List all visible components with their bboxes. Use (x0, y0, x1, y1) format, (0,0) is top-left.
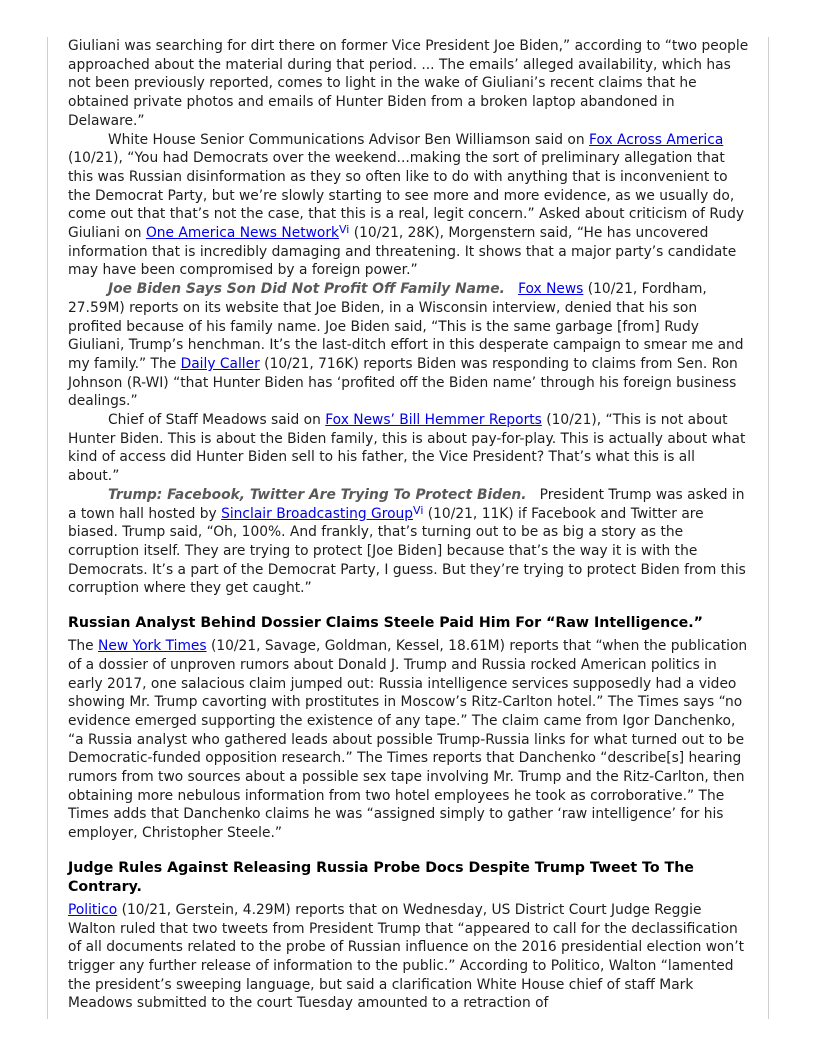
source-link-one-america-news[interactable]: One America News Network (145, 225, 339, 242)
source-link-bill-hemmer-reports[interactable]: Fox News’ Bill Hemmer Reports (325, 412, 542, 429)
subheading: Joe Biden Says Son Did Not Profit Off Family Name. (108, 281, 505, 298)
source-link-sinclair[interactable]: Sinclair Broadcasting Group (221, 505, 414, 522)
text: (10/21, 28K), Morgenstern said, “He has uncovered information that is incredibly damaging and threatening. It shows that a major party’s candidate may have been compromised by a foreign power.” (68, 225, 737, 279)
text: (10/21, Fordham, 27.59M) reports on its website that Joe Biden, in a Wisconsin interview, denied that his son profited because of his family name. Joe Biden said, “This is the same garbage [from] Rudy Giuliani, Trump’s henchman. It’s the last-ditch effort in this desperate campaign to smear me and my family.” The (68, 281, 744, 372)
paragraph (68, 131, 750, 281)
paragraph (68, 280, 750, 411)
source-link-fox-across-america[interactable]: Fox Across America (589, 131, 724, 148)
paragraph (68, 486, 750, 598)
source-link-politico[interactable]: Politico (68, 901, 118, 918)
article-headline: Russian Analyst Behind Dossier Claims Steele Paid Him For “Raw Intelligence.” (68, 615, 703, 632)
text: (10/21), “You had Democrats over the weekend...making the sort of preliminary allegation that this was Russian disinformation as they so often like to do with anything that is inconvenient to the Democrat Party, but we’re slowly starting to see more and more evidence, as we usually do, come out that that’s not the case, that this is a real, legit concern.” Asked about criticism of Rudy Giuliani on (68, 150, 745, 242)
paragraph (68, 411, 750, 486)
source-link-daily-caller[interactable]: Daily Caller (180, 355, 260, 372)
text: The (68, 638, 99, 655)
text: (10/21, Gerstein, 4.29M) reports that on Wednesday, US District Court Judge Reggie Walton ruled that two tweets from President Trump that “appeared to call for the declassification of all documents related to the probe of Russian influence on the 2016 presidential election won’t trigger any further release of information to the public.” According to Politico, Walton “lamented the president’s sweeping language, but said a clarification White House chief of staff Mark Meadows submitted to the court Tuesday amounted to a retraction of (68, 901, 745, 1012)
paragraph: Giuliani was searching for dirt there on former Vice President Joe Biden,” according to “two people approached about the material during that period. ... The emails’ alleged availability, which has not been previously reported, comes to light in the wake of Giuliani’s recent claims that he obtained private photos and emails of Hunter Biden from a broken laptop abandoned in Delaware.” (68, 38, 749, 129)
text: White House Senior Communications Advisor Ben Williamson said on (108, 131, 590, 148)
source-link-new-york-times[interactable]: New York Times (98, 638, 207, 655)
video-indicator[interactable]: Vi (339, 223, 350, 237)
text: (10/21, 11K) if Facebook and Twitter are biased. Trump said, “Oh, 100%. And frankly, that’s turning out to be as big a story as the corruption itself. They are trying to protect [Joe Biden] because that’s the way it is with the Democrats. It’s a part of the Democrat Party, I guess. But they’re trying to protect Biden from this corruption where they get caught.” (68, 505, 746, 597)
subheading: Trump: Facebook, Twitter Are Trying To Protect Biden. (108, 486, 527, 503)
source-link-fox-news[interactable]: Fox News (518, 281, 584, 298)
document-body (68, 37, 750, 1013)
right-margin-rule (768, 37, 769, 1019)
left-margin-rule (47, 37, 48, 1019)
text: Chief of Staff Meadows said on (108, 412, 326, 429)
paragraph (68, 901, 750, 1013)
paragraph (68, 637, 750, 843)
text: (10/21, Savage, Goldman, Kessel, 18.61M) reports that “when the publication of a dossier of unproven rumors about Donald J. Trump and Russia rocked American politics in early 2017, one salacious claim jumped out: Russia intelligence services supposedly had a video showing Mr. Trump cavorting with prostitutes in Moscow’s Ritz-Carlton hotel.” The Times says “no evidence emerged supporting the existence of any tape.” The claim came from Igor Danchenko, “a Russia analyst who gathered leads about possible Trump-Russia links for what turned out to be Democratic-funded opposition research.” The Times reports that Danchenko “describe[s] hearing rumors from two sources about a possible sex tape involving Mr. Trump and the Ritz-Carlton, then obtaining more nebulous information from two hotel employees he took as corroborative.” The Times adds that Danchenko claims he was “assigned simply to gather ‘raw intelligence’ for his employer, Christopher Steele.” (68, 638, 748, 842)
text: President Trump was asked in a town hall hosted by (68, 486, 745, 522)
article-headline: Judge Rules Against Releasing Russia Probe Docs Despite Trump Tweet To The Contrary. (68, 859, 694, 895)
text: (10/21, 716K) reports Biden was responding to claims from Sen. Ron Johnson (R-WI) “that Hunter Biden has ‘profited off the Biden name’ through his foreign business dealings.” (68, 355, 738, 410)
video-indicator[interactable]: Vi (413, 503, 424, 517)
text: (10/21), “This is not about Hunter Biden. This is about the Biden family, this is about pay-for-play. This is actually about what kind of access did Hunter Biden sell to his father, the Vice President? That’s what this is all about.” (68, 412, 746, 485)
